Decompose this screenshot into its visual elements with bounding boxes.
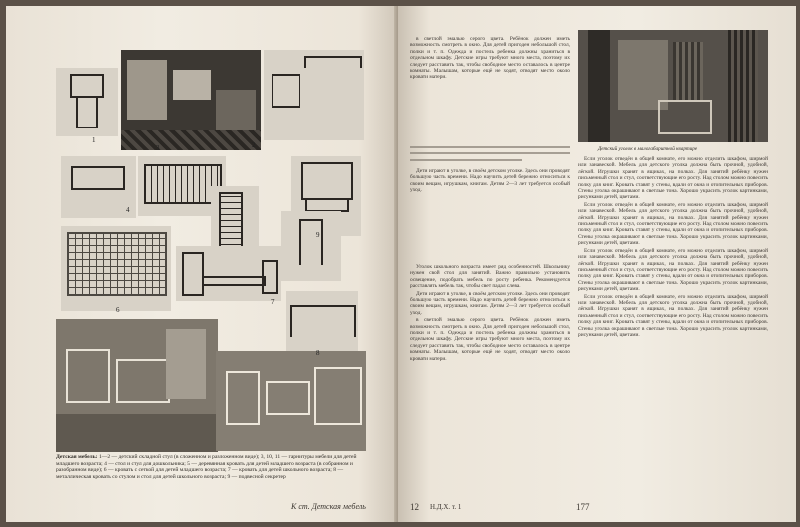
page-number-left: 12 [410, 502, 419, 512]
photo-children-corner [578, 30, 768, 142]
photo-table-chair [264, 50, 364, 140]
left-page [6, 6, 398, 522]
photo-chair-small [281, 211, 341, 281]
paragraph: в светлой эмалью серого цвета. Ребёнок должен иметь возможность смотреть в окно. Для детей пригоден небольшой стол, полки и т. п. Одежда и постель ребенка должны храниться в отдельном шкафу. Детские игры требуют много места, поэтому их следует расставить так, чтобы свободное место оставалось в центре комнаты. Малышам, которые ещё не ходят, отводят место около кровати матери. [410, 36, 570, 81]
paragraph: Уголок школьного возраста имеет ряд особенностей. Школьнику нужен свой стол для занятий. Важно правильно установить освещение, подобрать мебель по росту ребенка. Рекомендуется расставлять мебель так, чтобы свет падал слева. [410, 264, 570, 290]
photo-metal-desk [286, 291, 358, 351]
paragraph: Если уголок отведён в общей комнате, его можно отделить шкафом, ширмой или занавеской. Мебель для детского уголка должна быть прочной, удобной, лёгкой. Игрушки хранят в ящиках, на полках. Для занятий ребёнку нужен письменный стол и стул, соответствующие его росту. Над столом можно повесить полку для книг. Кровать ставят у стены, вдали от окна и отопительных приборов. Стены уголка окрашивают в светлые тона. Хорошо украсить уголок картинками, рисунками детей, цветами. [578, 201, 768, 247]
paragraph: Дети играют в уголке, в своём детском уголке. Здесь они проводят большую часть времени. Надо научить детей бережно относиться к своим вещам, игрушкам, книгам. Детям 2—3 лет требуется особый уход. [410, 290, 570, 316]
photo-caption: Детский уголок в малогабаритной квартире [598, 146, 698, 152]
volume-label: Н.Д.Х. т. 1 [430, 503, 462, 511]
photo-crib-mesh [61, 226, 171, 311]
caption-text: 1—2 — детский складной стул (в сложенном и разложенном виде); 3, 10, 11 — гарнитуры мебели для детей младшего возраста; 4 — стол и стул для дошкольника; 5 — деревянная кровать для детей младшего возраста (в собранном и разобранном виде); 6 — кровать с сеткой для детей младшего возраста; 7 — кровать для детей школьного возраста; 8 — металлическая кровать со стулом и стол для детей школьного возраста; 9 — подвесной секретер [56, 454, 357, 480]
right-page [398, 6, 796, 522]
figure-number: 6 [116, 306, 120, 314]
figure-number: 7 [271, 298, 275, 306]
photo-school-bed [176, 246, 281, 301]
photo-nursery-set [121, 50, 261, 150]
right-column-1-bottom [410, 264, 570, 494]
chair-drawing [70, 74, 104, 98]
right-column-2 [578, 156, 768, 496]
figure-number: 2 [252, 141, 256, 149]
figure-number: 4 [126, 206, 130, 214]
paragraph: Дети играют в уголке, в своём детском уголке. Здесь они проводят большую часть времени. Надо научить детей бережно относиться к своим вещам, игрушкам, книгам. Детям 2—3 лет требуется особый уход. [410, 168, 570, 194]
book-spread [6, 6, 796, 522]
photo-set-11 [216, 351, 366, 451]
photo-folding-chair [56, 68, 118, 136]
figure-number: 9 [316, 231, 320, 239]
paragraph: Если уголок отведён в общей комнате, его можно отделить шкафом, ширмой или занавеской. Мебель для детского уголка должна быть прочной, удобной, лёгкой. Игрушки хранят в ящиках, на полках. Для занятий ребёнку нужен письменный стол и стул, соответствующие его росту. Над столом можно повесить полку для книг. Кровать ставят у стены, вдали от окна и отопительных приборов. Стены уголка окрашивают в светлые тона. Хорошо украсить уголок картинками, рисунками детей, цветами. [578, 247, 768, 293]
left-page-footer: К ст. Детская мебель [291, 502, 366, 511]
figure-number: 3 [156, 144, 160, 152]
chair-legs-drawing [76, 96, 98, 128]
right-column-1-top [410, 36, 570, 146]
right-column-1-mid [410, 168, 570, 258]
paragraph: в светлой эмалью серого цвета. Ребёнок должен иметь возможность смотреть в окно. Для детей пригоден небольшой стол, полки и т. п. Одежда и постель ребенка должны храниться в отдельном шкафу. Детские игры требуют много места, поэтому их следует расставить так, чтобы свободное место оставалось в центре комнаты. Малышам, которые ещё не ходят, отводят место около кровати матери. [410, 317, 570, 362]
photo-children-table [61, 156, 136, 218]
left-page-caption [56, 454, 364, 480]
paragraph: Если уголок отведён в общей комнате, его можно отделить шкафом, ширмой или занавеской. Мебель для детского уголка должна быть прочной, удобной, лёгкой. Игрушки хранят в ящиках, на полках. Для занятий ребёнку нужен письменный стол и стул, соответствующие его росту. Над столом можно повесить полку для книг. Кровать ставят у стены, вдали от окна и отопительных приборов. Стены уголка окрашивают в светлые тона. Хорошо украсить уголок картинками, рисунками детей, цветами. [578, 156, 768, 201]
caption-title: Детская мебель: [56, 454, 98, 460]
figure-number: 8 [316, 349, 320, 357]
text-lines-placeholder [410, 146, 570, 165]
photo-set-10 [56, 319, 218, 452]
page-number-right: 177 [576, 502, 590, 512]
paragraph: Если уголок отведён в общей комнате, его можно отделить шкафом, ширмой или занавеской. Мебель для детского уголка должна быть прочной, удобной, лёгкой. Игрушки хранят в ящиках, на полках. Для занятий ребёнку нужен письменный стол и стул, соответствующие его росту. Над столом можно повесить полку для книг. Кровать ставят у стены, вдали от окна и отопительных приборов. Стены уголка окрашивают в светлые тона. Хорошо украсить уголок картинками, рисунками детей, цветами. [578, 293, 768, 338]
figure-number: 1 [92, 136, 96, 144]
